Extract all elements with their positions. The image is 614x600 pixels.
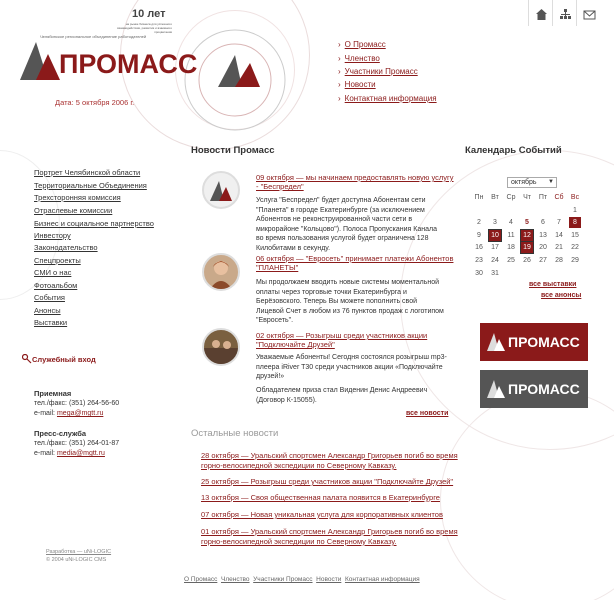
calendar-day[interactable]: 9 [477,231,481,239]
all-announcements-link-text[interactable]: все анонсы [541,292,582,299]
side-nav-link[interactable]: Инвестору [34,231,71,240]
top-nav-link[interactable]: Участники Промасс [344,67,418,76]
press-phone: тел./факс: (351) 264-01-87 [34,440,120,447]
banner-text: ПРОМАСС [508,381,580,397]
emblem-graphic [180,25,290,135]
side-nav-link[interactable]: Выставки [34,318,68,327]
calendar-day[interactable]: 6 [541,219,545,227]
side-nav-item[interactable] [34,206,112,215]
footer-link[interactable]: Участники Промасс [253,576,313,583]
logo-icon [18,40,62,82]
news-body-winner: Обладателем приза стал Виденин Денис Андреевич (Договор К-15055). [256,387,428,404]
promass-banner-red[interactable] [480,323,588,361]
side-nav-link[interactable]: Спецпроекты [34,256,81,265]
top-nav-link[interactable]: Членство [344,54,380,63]
calendar-day[interactable]: 3 [493,219,497,227]
calendar-day[interactable]: 4 [509,219,513,227]
current-date: Дата: 5 октября 2006 г. [55,98,135,107]
news-title[interactable] [256,331,456,349]
other-news-link[interactable]: 25 октября — Розыгрыш среди участников акции "Подключайте Друзей" [201,477,454,486]
calendar-day[interactable]: 28 [555,257,563,264]
footer-nav [184,576,420,583]
top-nav-item[interactable] [338,67,418,76]
calendar-day[interactable]: 25 [507,257,515,264]
calendar-day[interactable]: 14 [555,231,563,239]
news-heading: Новости Промасс [191,145,275,156]
all-exhibitions-link-text[interactable]: все выставки [529,281,577,288]
calendar-day[interactable]: 26 [523,257,531,264]
banner-text: ПРОМАСС [508,334,580,350]
other-news-link[interactable]: 13 октября — Своя общественная палата появится в Екатеринбурге [201,493,440,502]
email-label: e-mail: [34,450,56,457]
side-nav-item[interactable] [34,168,140,177]
side-nav-item[interactable] [34,306,61,315]
arrow-icon: › [338,67,341,76]
logo-years-subtitle: на рынке бизнеса для успешного взаимодействия, развития и взаимного процветания [117,22,172,34]
weekday-label: Пт [538,194,548,201]
side-nav-link[interactable]: Портрет Челябинской области [34,168,141,177]
calendar-day[interactable]: 29 [571,257,579,264]
news-title-link[interactable]: 09 октября — мы начинаем предоставлять новую услугу - "Беспредел" [256,173,454,191]
calendar-day[interactable]: 19 [521,242,533,253]
side-nav-link[interactable]: Анонсы [34,306,61,315]
side-nav-link[interactable]: Фотоальбом [34,281,78,290]
side-nav-link[interactable]: Бизнес и социальное партнерство [34,219,154,228]
calendar-day[interactable]: 18 [507,244,515,252]
news-title-link[interactable]: 06 октября — "Евросеть" принимает платежи Абонентов "ПЛАНЕТЫ" [256,254,454,272]
arrow-icon: › [338,40,341,49]
calendar-day[interactable]: 8 [569,217,581,228]
weekday-label: Вт [491,194,499,201]
home-icon[interactable] [535,8,548,21]
chevron-down-icon: ▼ [548,179,554,185]
sitemap-icon[interactable] [559,8,572,21]
calendar-day[interactable]: 17 [491,244,499,252]
news-photo-person [202,253,240,291]
calendar-day[interactable]: 10 [489,230,501,241]
news-photo-event [202,328,240,366]
top-nav-link[interactable]: О Промасс [344,40,386,49]
calendar-day[interactable]: 15 [571,231,579,239]
month-select[interactable] [507,177,557,188]
other-news-item[interactable] [201,510,461,520]
calendar-day[interactable]: 16 [475,244,483,252]
reception-email-link[interactable]: mega@mgtt.ru [56,410,104,417]
news-body: Услуга "Беспредел" будет доступна Абонентам сети "Планета" в городе Екатеринбурге (за исключением Абонентов не реконструированной части сети в микрорайоне "Кольцово"). Полоса Пропускания Канала во время пользования услугой будет ограничена 128 Килобитами в секунду. [256,197,437,252]
month-select-value: октябрь [511,179,537,186]
side-nav-link[interactable]: Территориальные Объединения [34,181,147,190]
calendar-day[interactable]: 12 [521,230,533,241]
logo-text[interactable]: ПРОМАСС [59,49,198,79]
reception-phone: тел./факс: (351) 264-56-60 [34,400,120,407]
other-news-link[interactable]: 28 октября — Уральский спортсмен Александр Григорьев погиб во время горно-велосипедной экспедиции по Северному Кавказу. [201,451,458,470]
promass-banner-grey[interactable] [480,370,588,408]
top-nav-item[interactable] [338,94,437,103]
calendar-day[interactable]: 5 [525,219,529,227]
calendar-day[interactable]: 27 [539,257,547,264]
logo-years: 10 лет [132,8,166,20]
calendar-heading: Календарь Событий [465,145,562,156]
calendar-day[interactable]: 13 [539,231,547,239]
other-news-item[interactable] [201,527,461,547]
other-news-item[interactable] [201,493,461,503]
top-nav-item[interactable] [338,54,380,63]
press-email-row [34,450,105,457]
login-link[interactable]: Служебный вход [32,355,96,364]
calendar-day[interactable]: 7 [557,219,561,227]
footer-link[interactable]: Членство [220,576,250,583]
other-news-link[interactable]: 07 октября — Новая уникальная услуга для корпоративных клиентов [201,510,443,519]
footer-link[interactable]: Контактная информация [344,576,420,583]
news-body: Уважаемые Абоненты! Сегодня состоялся розыгрыш mp3-плеера iRiver T30 среди участников акции «Подключайте друзей!» [256,354,447,380]
arrow-icon: › [338,94,341,103]
calendar-day[interactable]: 2 [477,219,481,227]
other-news-link[interactable]: 01 октября — Уральский спортсмен Александр Григорьев погиб во время горно-велосипедной экспедиции по Северному Кавказу. [201,527,458,546]
news-title-link[interactable]: 02 октября — Розыгрыш среди участников акции "Подключайте Друзей" [256,331,428,349]
calendar-day[interactable]: 20 [539,244,547,252]
logo-tagline: Челябинское региональное объединение работодателей [40,34,147,39]
reception-title: Приемная [34,389,72,398]
side-nav-item[interactable] [34,181,147,190]
cms-credit: © 2004 uNi-LOGIC CMS [46,557,107,563]
press-title: Пресс-служба [34,429,87,438]
other-news-item[interactable] [201,477,461,487]
side-nav-item[interactable] [34,293,65,302]
top-nav-link[interactable]: Контактная информация [344,94,437,103]
divider [552,0,553,26]
calendar-day[interactable]: 11 [507,231,515,239]
other-news-item[interactable] [201,451,461,471]
arrow-icon: › [338,80,341,89]
arrow-icon: › [338,54,341,63]
side-nav-item[interactable] [34,219,154,228]
calendar-day[interactable]: 23 [475,257,483,264]
other-news-heading: Остальные новости [191,428,279,439]
logo-icon [486,332,506,352]
news-title[interactable] [256,254,456,272]
top-nav-item[interactable] [338,40,386,49]
calendar-day[interactable]: 24 [491,257,499,264]
footer-link[interactable]: Новости [316,576,342,583]
email-label: e-mail: [34,410,56,417]
key-icon [22,354,32,364]
calendar-day[interactable]: 21 [555,244,563,252]
weekday-label: Ср [506,194,516,201]
news-thumbnail [202,171,240,209]
footer-link[interactable]: О Промасс [184,576,218,583]
weekday-label: Сб [554,194,564,201]
side-nav-link[interactable]: Отраслевые комиссии [34,206,113,215]
side-nav-link[interactable]: Законодательство [34,243,98,252]
weekday-label: Чт [523,194,531,201]
calendar-grid [473,192,585,277]
side-nav-link[interactable]: СМИ о нас [34,268,72,277]
divider [576,0,577,26]
reception-email-row [34,410,103,417]
side-nav-link[interactable]: Трехсторонняя комиссия [34,193,121,202]
calendar-day[interactable]: 22 [571,244,579,252]
side-nav-item[interactable] [34,318,67,327]
mail-icon[interactable] [583,8,596,21]
calendar-day[interactable]: 30 [475,269,483,277]
logo-icon [486,379,506,399]
news-body: Мы продолжаем вводить новые системы моментальной оплаты через торговые точки Екатеринбурга и Берёзовского. Теперь Вы можете пополнить свой Лицевой Счет в любом из 76 пунктов продаж с логотипом "Евросеть". [256,279,444,324]
news-title[interactable] [256,173,456,191]
calendar-day[interactable]: 1 [573,206,577,214]
top-nav-link[interactable]: Новости [344,80,376,89]
press-email-link[interactable]: media@mgtt.ru [56,450,105,457]
weekday-label: Пн [474,194,484,201]
side-nav-item[interactable] [34,231,71,240]
side-nav-item[interactable] [34,193,121,202]
weekday-label: Вс [570,194,580,201]
top-nav-item[interactable] [338,80,376,89]
all-news-link[interactable] [406,410,448,417]
side-nav-item[interactable] [34,281,77,290]
developer-credit[interactable]: Разработка — uNi-LOGIC [46,549,112,555]
all-exhibitions-link[interactable] [529,281,576,288]
side-nav-link[interactable]: События [34,293,65,302]
calendar-day[interactable]: 31 [491,269,499,277]
all-announcements-link[interactable] [541,292,581,299]
all-news-link-text[interactable]: все новости [406,410,449,417]
side-nav-item[interactable] [34,268,71,277]
divider [528,0,529,26]
side-nav-item[interactable] [34,256,81,265]
side-nav-item[interactable] [34,243,98,252]
